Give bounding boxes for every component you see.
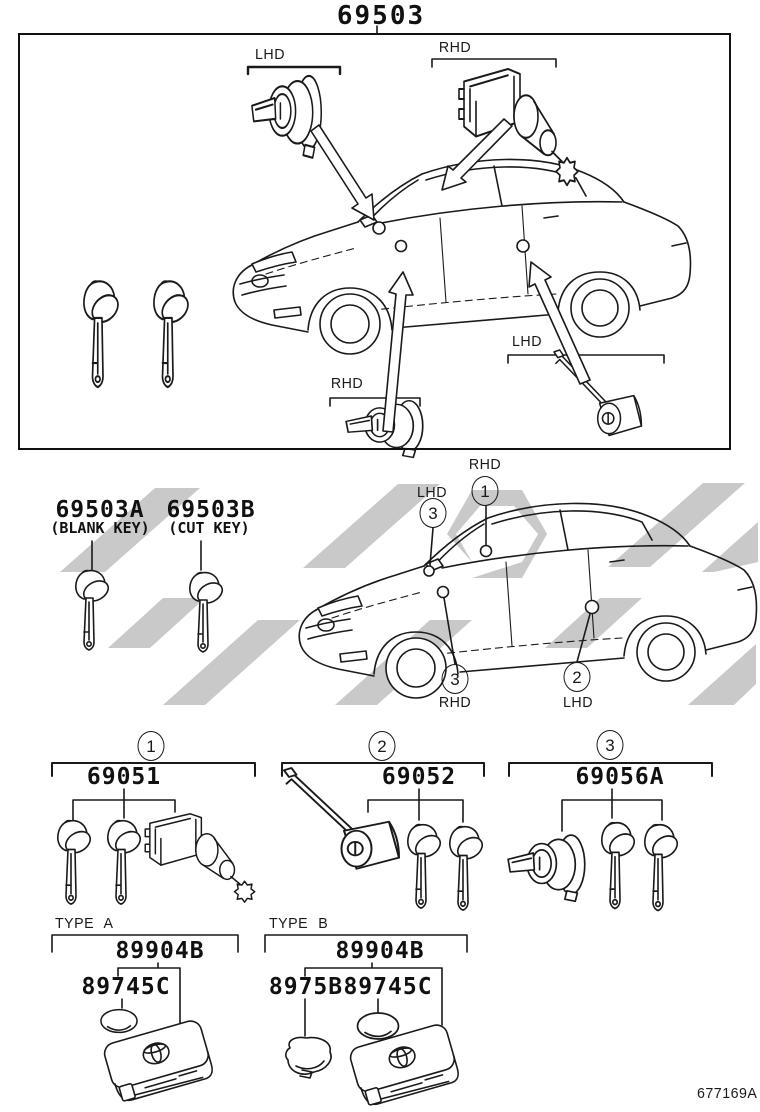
key-icon — [108, 821, 144, 904]
key-icon — [450, 827, 486, 910]
blank-key-part-number: 69503A — [55, 497, 145, 523]
type-a-title: TYPE A — [55, 915, 114, 932]
group-3-number: 3 — [597, 730, 624, 760]
assembly-illustration-box — [18, 33, 731, 450]
group-1-number: 1 — [138, 731, 165, 761]
battery-icon — [101, 1010, 137, 1033]
callout-lhd-top-number: 3 — [420, 498, 447, 528]
callout-rhd-bottom-number: 3 — [442, 664, 469, 694]
group-2-number: 2 — [369, 731, 396, 761]
key-icon-blank — [76, 571, 112, 651]
blank-key-caption: (BLANK KEY) — [50, 519, 150, 537]
callout-lhd-top-label: LHD — [417, 484, 447, 501]
figure-code: 677169A — [697, 1085, 758, 1102]
cut-key-part-number: 69503B — [166, 497, 256, 523]
type-b-title: TYPE B — [269, 915, 329, 932]
callout-rhd-bottom-label: RHD — [438, 694, 472, 711]
lock-cylinder-icon-group-3 — [508, 835, 585, 901]
label-lhd-bottom: LHD — [512, 333, 542, 350]
label-lhd-top: LHD — [255, 46, 285, 63]
key-cover-icon — [286, 1037, 331, 1078]
type-b-battery-part-number: 89745C — [343, 974, 433, 1000]
callout-lhd-bottom-number: 2 — [564, 662, 591, 692]
group-1-part-number: 69051 — [86, 764, 162, 790]
key-icon — [645, 825, 681, 911]
key-icon — [58, 821, 94, 904]
type-a-battery-part-number: 89745C — [81, 974, 171, 1000]
fork-group-2 — [368, 789, 463, 822]
callout-rhd-top-number: 1 — [472, 476, 499, 506]
fork-group-1 — [73, 789, 175, 820]
key-icon-cut — [190, 573, 226, 653]
ignition-cylinder-icon-group-1 — [145, 814, 254, 902]
title-part-number: 69503 — [336, 1, 426, 31]
type-a-assembly-part-number: 89904B — [115, 938, 205, 964]
group-2-part-number: 69052 — [381, 764, 457, 790]
group-3-part-number: 69056A — [575, 764, 665, 790]
key-icon — [408, 825, 444, 908]
label-rhd-top: RHD — [438, 39, 472, 56]
type-b-assembly-part-number: 89904B — [335, 938, 425, 964]
key-icon — [602, 823, 638, 909]
label-rhd-bottom: RHD — [330, 375, 364, 392]
cut-key-caption: (CUT KEY) — [168, 519, 250, 537]
callout-rhd-top-label: RHD — [468, 456, 502, 473]
battery-icon — [357, 1013, 398, 1039]
type-b-cover-part-number: 8975B — [268, 974, 344, 1000]
callout-lhd-bottom-label: LHD — [563, 694, 593, 711]
